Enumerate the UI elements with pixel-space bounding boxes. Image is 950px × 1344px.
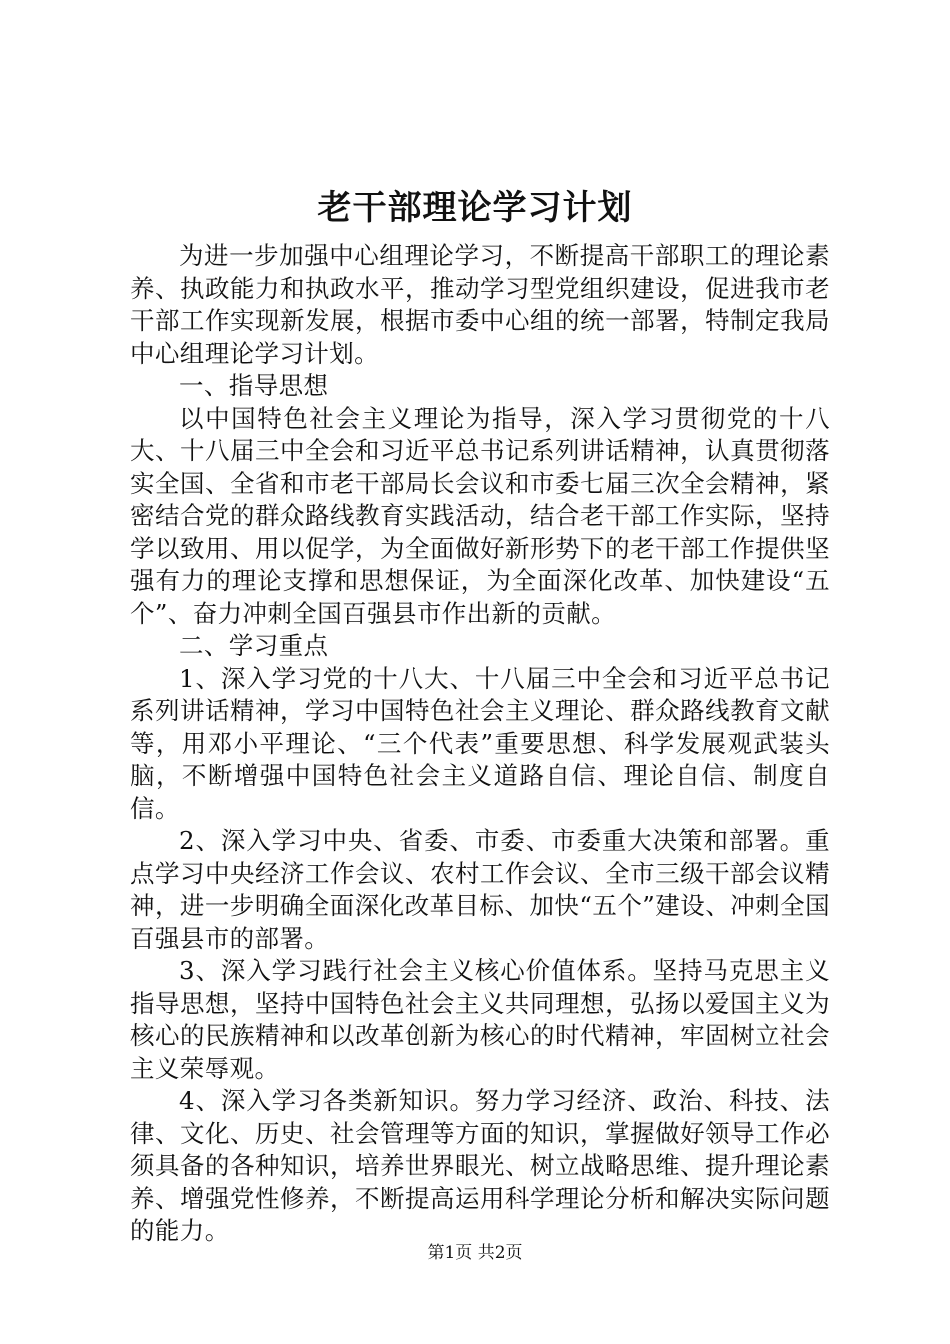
study-focus-item-1: 1、深入学习党的十八大、十八届三中全会和习近平总书记系列讲话精神，学习中国特色社会主义理论、群众路线教育文献等，用邓小平理论、“三个代表”重要思想、科学发展观武装头脑，不断增强中国特色社会主义道路自信、理论自信、制度自信。: [130, 663, 830, 823]
guiding-ideology-paragraph: 以中国特色社会主义理论为指导，深入学习贯彻党的十八大、十八届三中全会和习近平总书记系列讲话精神，认真贯彻落实全国、全省和市老干部局长会议和市委七届三次全会精神，紧密结合党的群众路线教育实践活动，结合老干部工作实际，坚持学以致用、用以促学，为全面做好新形势下的老干部工作提供坚强有力的理论支撑和思想保证，为全面深化改革、加快建设“五个”、奋力冲刺全国百强县市作出新的贡献。: [130, 403, 830, 628]
section-heading-guiding-ideology: 一、指导思想: [179, 371, 329, 400]
study-focus-item-3: 3、深入学习践行社会主义核心价值体系。坚持马克思主义指导思想，坚持中国特色社会主义共同理想，弘扬以爱国主义为核心的民族精神和以改革创新为核心的时代精神，牢固树立社会主义荣辱观。: [130, 956, 830, 1083]
intro-paragraph: 为进一步加强中心组理论学习，不断提高干部职工的理论素养、执政能力和执政水平，推动学习型党组织建设，促进我市老干部工作实现新发展，根据市委中心组的统一部署，特制定我局中心组理论学习计划。: [130, 241, 830, 368]
page-number-footer: 第1页 共2页: [427, 1243, 523, 1263]
document-body: [130, 240, 830, 1248]
study-focus-item-4: 4、深入学习各类新知识。努力学习经济、政治、科技、法律、文化、历史、社会管理等方面的知识，掌握做好领导工作必须具备的各种知识，培养世界眼光、树立战略思维、提升理论素养、增强党性修养，不断提高运用科学理论分析和解决实际问题的能力。: [130, 1086, 830, 1245]
section-heading-study-focus: 二、学习重点: [179, 631, 329, 660]
document-title: 老干部理论学习计划: [317, 188, 633, 228]
study-focus-item-2: 2、深入学习中央、省委、市委、市委重大决策和部署。重点学习中央经济工作会议、农村工作会议、全市三级干部会议精神，进一步明确全面深化改革目标、加快“五个”建设、冲刺全国百强县市的部署。: [130, 826, 830, 953]
